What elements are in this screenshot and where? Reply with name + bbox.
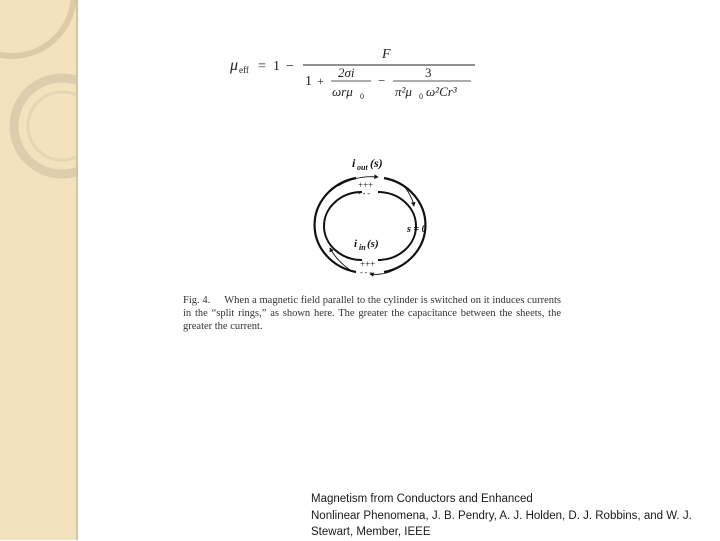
caption-text: When a magnetic field parallel to the cylinder is switched on it induces currents in the “split rings,” as shown here. The greater the capacitance between the sheets, the greater the current. [183,295,561,332]
split-ring-figure [300,150,440,280]
formula-frac2-denominator: π²μ [395,84,412,99]
charges-top-inner: - - - [358,189,370,198]
label-s-zero: s = 0 [407,224,427,235]
decorative-rings [0,0,78,540]
formula-one: 1 [273,59,280,74]
formula-frac1-denominator: ωrμ [332,84,353,99]
citation-line-3: Stewart, Member, IEEE [311,526,431,538]
charges-top-outer: +++ [358,180,374,190]
formula-frac1-den-sub: 0 [360,92,364,101]
citation-line-2: Nonlinear Phenomena, J. B. Pendry, A. J. Holden, D. J. Robbins, and W. J. [311,509,692,522]
formula-den-minus: − [378,73,386,88]
label-i-in-sub: in [359,243,366,252]
label-i-out: i [352,156,356,170]
formula-den-plus: + [317,74,324,88]
figure-caption [183,294,561,333]
formula-frac2-den-tail: ω²Cr³ [426,84,457,99]
label-i-in: i [354,238,358,250]
formula-minus: − [286,59,294,74]
formula-mu: μ [230,57,239,74]
label-i-in-arg: (s) [367,238,379,250]
label-i-out-arg: (s) [370,156,383,170]
label-i-out-sub: out [357,163,368,172]
formula-mu-sub: eff [239,65,249,75]
formula-den-one: 1 [305,74,312,89]
citation-line-1: Magnetism from Conductors and Enhanced [311,493,533,505]
source-citation [311,491,716,541]
charges-bottom-inner: - - - [360,268,372,277]
side-decoration-strip [0,0,78,540]
charges-bottom-outer: +++ [360,259,376,269]
formula-frac2-den-sub: 0 [419,92,423,101]
formula-numerator: F [382,47,391,62]
formula-frac1-numerator: 2σi [338,65,355,80]
formula-equals: = [258,59,266,74]
formula-frac2-numerator: 3 [425,65,432,80]
caption-figure-number: Fig. 4. [183,295,211,306]
permeability-formula [225,40,485,102]
